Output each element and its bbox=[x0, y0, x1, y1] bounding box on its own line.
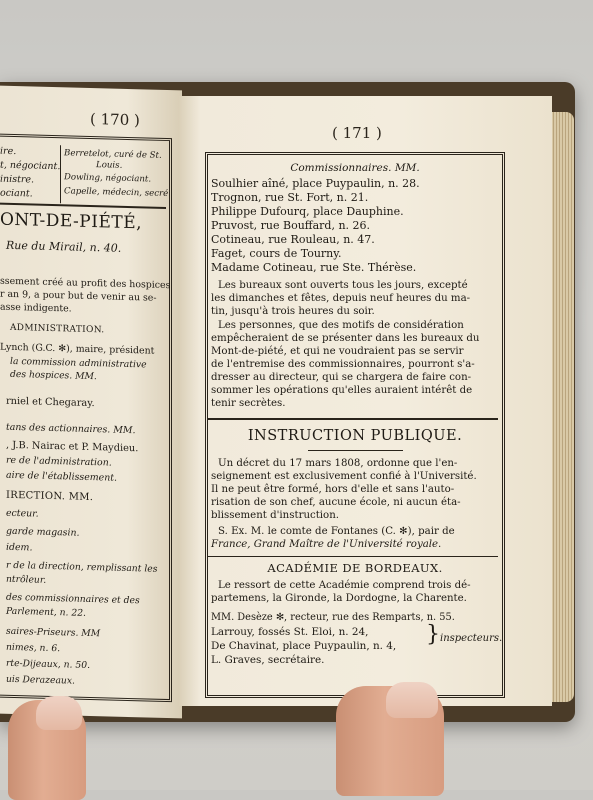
left-thumb-nail bbox=[36, 696, 82, 730]
text-line: , J.B. Nairac et P. Maydieu. bbox=[6, 439, 139, 455]
section-title: ADMINISTRATION. bbox=[10, 322, 105, 336]
brace-icon: } bbox=[426, 622, 440, 647]
text-line: des commissionnaires et des bbox=[6, 591, 140, 607]
list-item: Philippe Dufourq, place Dauphine. bbox=[211, 205, 404, 218]
left-table-cell: ociant. bbox=[0, 187, 33, 200]
text-line: Il ne peut être formé, hors d'elle et sans l'auto- bbox=[211, 484, 455, 495]
text-line: nimes, n. 6. bbox=[6, 641, 61, 655]
right-thumb-nail bbox=[386, 682, 438, 718]
instruction-heading: INSTRUCTION PUBLIQUE. bbox=[247, 428, 463, 444]
text-line: empêcheraient de se présenter dans les bureaux du bbox=[211, 333, 480, 344]
academie-heading: ACADÉMIE DE BORDEAUX. bbox=[267, 561, 443, 575]
list-item: Cotineau, rue Rouleau, n. 47. bbox=[211, 233, 375, 246]
text-line: France, Grand Maître de l'Université royale. bbox=[211, 539, 442, 550]
text-line: idem. bbox=[6, 541, 33, 554]
text-line: risation de son chef, aucune école, ni aucun éta- bbox=[211, 497, 461, 508]
text-line: ssement créé au profit des hospices bbox=[0, 275, 171, 292]
staff-line: MM. Desèze ✻, recteur, rue des Remparts, n. 55. bbox=[211, 612, 455, 623]
text-line: r an 9, a pour but de venir au se- bbox=[0, 288, 157, 304]
list-item: Pruvost, rue Bouffard, n. 26. bbox=[211, 219, 371, 232]
text-line: Le ressort de cette Académie comprend trois dé- bbox=[218, 580, 471, 591]
text-line: des hospices. MM. bbox=[10, 368, 97, 383]
heading-underline bbox=[308, 450, 403, 451]
text-line: aire de l'établissement. bbox=[6, 469, 117, 484]
staff-line: De Chavinat, place Puypaulin, n. 4, bbox=[211, 640, 397, 652]
text-line: la commission administrative bbox=[10, 355, 147, 371]
left-subheading: Rue du Mirail, n. 40. bbox=[6, 238, 122, 255]
staff-line: Larrouy, fossés St. Eloi, n. 24, bbox=[211, 626, 369, 638]
text-line: garde magasin. bbox=[6, 525, 80, 539]
left-table-cell: inistre. bbox=[0, 173, 35, 186]
text-line: ecteur. bbox=[6, 507, 39, 520]
list-item: Soulhier aîné, place Puypaulin, n. 28. bbox=[211, 177, 420, 190]
text-line: re de l'administration. bbox=[6, 454, 112, 469]
text-line: dresser au directeur, qui se chargera de faire con- bbox=[211, 372, 472, 383]
text-line: uis Derazeaux. bbox=[6, 673, 75, 687]
left-table-cell: Louis. bbox=[96, 160, 123, 171]
section-title: IRECTION. MM. bbox=[6, 489, 94, 504]
text-line: sommer les opérations qu'elles auraient intérêt de bbox=[211, 385, 473, 396]
text-line: les dimanches et fêtes, depuis neuf heures du ma- bbox=[211, 293, 471, 304]
text-line: ntrôleur. bbox=[6, 573, 47, 586]
left-table-cell: Capelle, médecin, secré bbox=[64, 186, 169, 200]
table-divider bbox=[60, 145, 61, 203]
left-page-number: ( 170 ) bbox=[90, 109, 140, 130]
section-rule bbox=[208, 556, 498, 557]
text-line: r de la direction, remplissant les bbox=[6, 559, 158, 575]
text-line: Les bureaux sont ouverts tous les jours, excepté bbox=[218, 280, 468, 291]
left-heading: ONT-DE-PIÉTÉ, bbox=[0, 209, 143, 234]
commissionnaires-heading: Commissionnaires. MM. bbox=[290, 162, 420, 174]
text-line: saires-Priseurs. MM bbox=[6, 625, 101, 640]
text-line: asse indigente. bbox=[0, 301, 72, 315]
inspecteurs-label: inspecteurs. bbox=[440, 633, 503, 644]
text-line: tenir secrètes. bbox=[211, 398, 286, 409]
list-item: Faget, cours de Tourny. bbox=[211, 247, 342, 260]
text-line: rniel et Chegaray. bbox=[6, 395, 95, 410]
text-line: tin, jusqu'à trois heures du soir. bbox=[211, 306, 375, 317]
text-line: tans des actionnaires. MM. bbox=[6, 421, 136, 437]
list-item: Madame Cotineau, rue Ste. Thérèse. bbox=[211, 261, 417, 274]
list-item: Trognon, rue St. Fort, n. 21. bbox=[211, 191, 369, 204]
left-table-cell: t, négociant. bbox=[0, 159, 61, 173]
text-line: Parlement, n. 22. bbox=[6, 605, 86, 619]
text-line: seignement est exclusivement confié à l'Université. bbox=[211, 471, 477, 482]
staff-line: L. Graves, secrétaire. bbox=[211, 654, 325, 666]
left-table-cell: ire. bbox=[0, 145, 17, 158]
right-page bbox=[178, 96, 552, 706]
text-line: Un décret du 17 mars 1808, ordonne que l'en- bbox=[218, 458, 458, 469]
text-line: partemens, la Gironde, la Dordogne, la Charente. bbox=[211, 593, 467, 604]
text-line: rte-Dijeaux, n. 50. bbox=[6, 657, 91, 671]
text-line: Mont-de-piété, et qui ne voudraient pas se servir bbox=[211, 346, 464, 357]
text-line: S. Ex. M. le comte de Fontanes (C. ✻), pair de bbox=[218, 526, 455, 537]
text-line: Lynch (G.C. ✻), maire, président bbox=[0, 341, 155, 357]
right-page-number: ( 171 ) bbox=[332, 124, 382, 142]
left-table-cell: Dowling, négociant. bbox=[64, 172, 152, 185]
left-table-cell: Berretelot, curé de St. bbox=[64, 148, 162, 161]
left-page bbox=[0, 86, 182, 719]
section-rule bbox=[208, 418, 498, 420]
text-line: Les personnes, que des motifs de considération bbox=[218, 320, 464, 331]
text-line: de l'entremise des commissionnaires, pourront s'a- bbox=[211, 359, 475, 370]
text-line: blissement d'instruction. bbox=[211, 510, 339, 521]
